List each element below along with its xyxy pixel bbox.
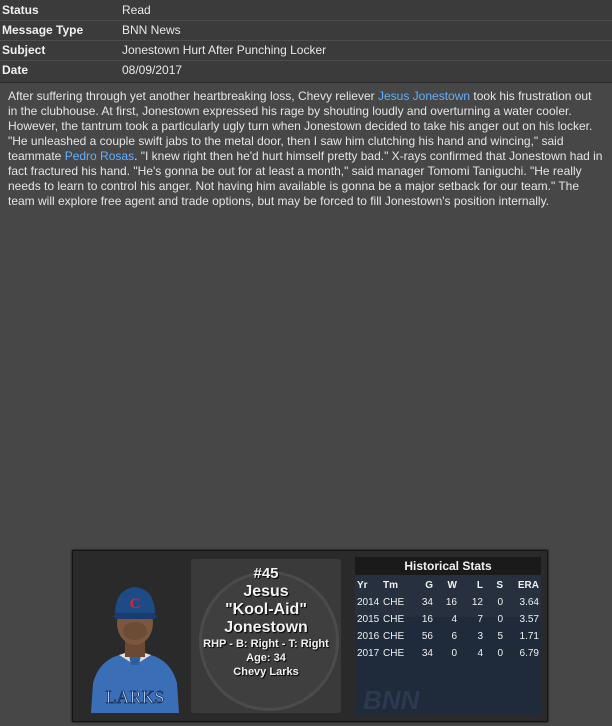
message-type-row — [0, 20, 612, 40]
player-number: #45 — [253, 565, 279, 582]
message-type-value: BNN News — [122, 23, 181, 37]
status-value: Read — [122, 3, 151, 17]
article-text: After suffering through yet another heartbreaking loss, Chevy reliever — [8, 89, 378, 103]
stats-cell-yr: 2016 — [357, 631, 380, 642]
stats-header-yr: Yr — [357, 580, 368, 591]
stats-cell-l: 7 — [477, 614, 483, 625]
historical-stats-panel — [355, 557, 541, 715]
subject-label: Subject — [2, 43, 46, 57]
status-label: Status — [2, 3, 39, 17]
stats-cell-yr: 2017 — [357, 648, 380, 659]
stats-cell-s: 0 — [497, 597, 503, 608]
stats-header-s: S — [496, 580, 503, 591]
stats-header-w: W — [447, 580, 457, 591]
stats-title: Historical Stats — [355, 557, 541, 575]
stats-cell-yr: 2014 — [357, 597, 380, 608]
stats-cell-w: 16 — [445, 597, 457, 608]
player-last-name: Jonestown — [224, 619, 308, 636]
cap-letter: C — [129, 596, 141, 612]
player-age: Age: 34 — [246, 652, 286, 664]
stats-cell-g: 56 — [421, 631, 433, 642]
stats-header-l: L — [476, 580, 483, 591]
player-first-name: Jesus — [243, 583, 289, 600]
stats-cell-tm: CHE — [383, 631, 405, 642]
subject-row — [0, 40, 612, 60]
stats-cell-s: 0 — [497, 614, 503, 625]
message-type-label: Message Type — [2, 23, 84, 37]
player-bats-throws: RHP - B: Right - T: Right — [203, 638, 329, 650]
stats-cell-tm: CHE — [383, 614, 405, 625]
stats-cell-era: 3.64 — [519, 597, 539, 608]
stats-cell-yr: 2015 — [357, 614, 380, 625]
stats-cell-g: 16 — [421, 614, 433, 625]
player-info-panel — [191, 559, 341, 713]
stats-cell-w: 4 — [451, 614, 457, 625]
player-link-jesus-jonestown[interactable]: Jesus Jonestown — [377, 89, 471, 103]
status-row — [0, 0, 612, 20]
article-text: took his frustration out in the clubhouse. At first, Jonestown expressed his rage by shouting loudly and overturning a water cooler. However, the tantrum took a particularly ugly turn when Jonestown decided to take his anger out on his locker. "He unleashed a couple swift jabs to the metal door, then I saw him clutching his hand and wincing," said teammate — [8, 89, 593, 163]
stats-cell-l: 12 — [471, 597, 483, 608]
article-text: . "I knew right then he'd hurt himself pretty bad." X-rays confirmed that Jonestown had in fact fractured his hand. "He's gonna be out for at least a month," said manager Tomomi Taniguchi. "He really needs to learn to control his anger. Not having him available is gonna be a major setback for our team." The team will explore free agent and trade options, but may be forced to fill Jonestown's position internally. — [8, 149, 603, 208]
article-body — [8, 89, 604, 209]
stats-cell-era: 1.71 — [519, 631, 539, 642]
stats-cell-tm: CHE — [383, 597, 405, 608]
message-header — [0, 0, 612, 83]
stats-header-tm: Tm — [383, 580, 398, 591]
stats-cell-l: 4 — [477, 648, 483, 659]
stats-cell-l: 3 — [477, 631, 483, 642]
subject-value: Jonestown Hurt After Punching Locker — [122, 43, 327, 57]
date-label: Date — [2, 63, 29, 77]
stats-cell-tm: CHE — [383, 648, 405, 659]
stats-cell-s: 0 — [497, 648, 503, 659]
stats-header-g: G — [425, 580, 433, 591]
stats-cell-era: 6.79 — [519, 648, 539, 659]
date-row — [0, 60, 612, 80]
bnn-watermark-text: BNN — [363, 685, 420, 715]
player-link-pedro-rosas[interactable]: Pedro Rosas — [64, 149, 135, 163]
player-team: Chevy Larks — [233, 666, 299, 678]
player-nickname: "Kool-Aid" — [225, 601, 307, 618]
date-value: 08/09/2017 — [122, 63, 183, 77]
stats-cell-g: 34 — [421, 648, 433, 659]
stats-cell-era: 3.57 — [519, 614, 539, 625]
stats-header-era: ERA — [517, 580, 539, 591]
stats-cell-w: 6 — [451, 631, 457, 642]
jersey-text: LARKS — [105, 687, 165, 707]
player-card — [72, 550, 548, 722]
stats-cell-g: 34 — [421, 597, 433, 608]
stats-cell-s: 5 — [497, 631, 503, 642]
stats-cell-w: 0 — [451, 648, 457, 659]
player-photo[interactable] — [85, 565, 185, 713]
